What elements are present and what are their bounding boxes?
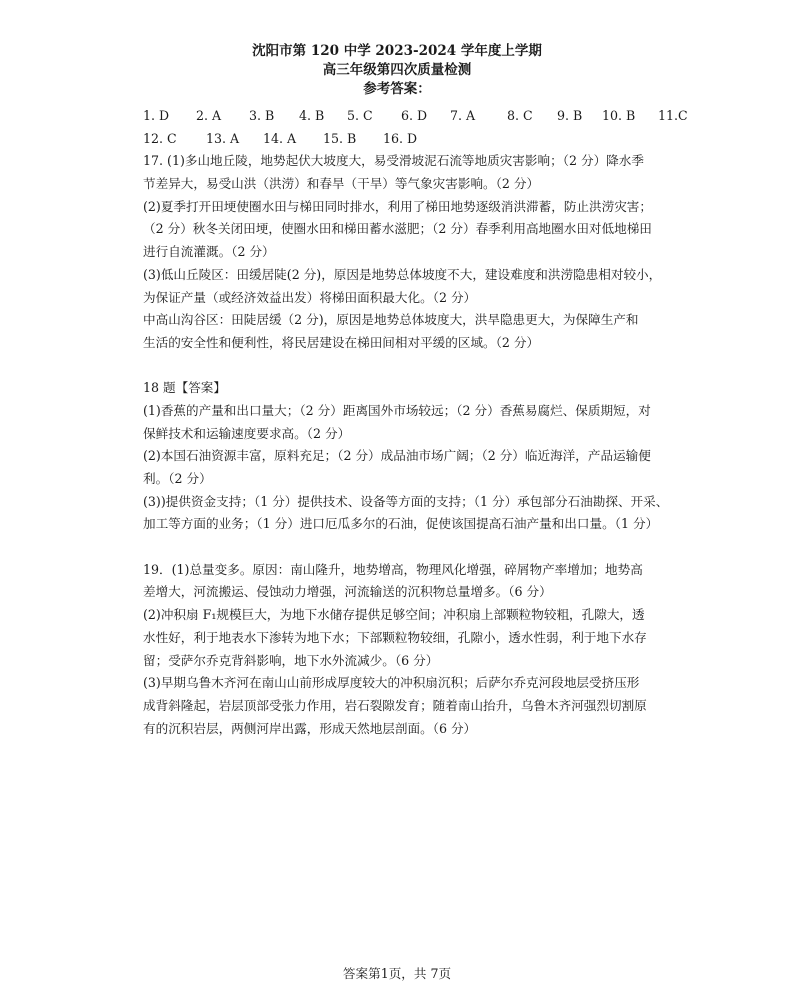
choice-answer: 15. B <box>323 130 357 146</box>
choice-answer: 10. B <box>602 108 636 123</box>
choice-answer: 12. C <box>143 130 177 146</box>
section-spacer <box>143 536 698 559</box>
answer-line: 进行自流灌溉。（2 分） <box>143 244 275 260</box>
answer-line: 中高山沟谷区：田陡居缓（2 分)，原因是地势总体坡度大，洪旱隐患更大，为保障生产和 <box>143 312 639 328</box>
exam-title: 高三年级第四次质量检测 <box>322 62 472 78</box>
choice-answer: 16. D <box>383 130 418 146</box>
answer-line: 为保证产量（或经济效益出发）将梯田面积最大化。（2 分） <box>143 289 477 305</box>
choice-answers-row-2 <box>143 128 698 151</box>
choice-answer: 13. A <box>206 130 240 146</box>
answer-line: 水性好，利于地表水下渗转为地下水；下部颗粒物较细，孔隙小，透水性弱，利于地下水存 <box>143 629 647 645</box>
question-18-answer <box>143 377 698 536</box>
question-19-answer <box>143 559 698 741</box>
answer-line: 有的沉积岩层，两侧河岸出露，形成天然地层剖面。（6 分） <box>143 720 477 736</box>
choice-answer: 2. A <box>196 108 222 123</box>
answer-line: 加工等方面的业务；（1 分）进口厄瓜多尔的石油，促使该国提高石油产量和出口量。（1 分） <box>143 516 659 532</box>
answer-line: (2)本国石油资源丰富，原料充足；（2 分）成品油市场广阔；（2 分）临近海洋，产品运输便 <box>143 448 651 464</box>
answer-line: 17. (1)多山地丘陵，地势起伏大坡度大，易受滑坡泥石流等地质灾害影响；（2 分）降水季 <box>143 153 644 169</box>
question-17-answer <box>143 150 698 354</box>
answer-line: 生活的安全性和便利性，将民居建设在梯田间相对平缓的区域。（2 分） <box>143 334 540 350</box>
choice-answer: 3. B <box>249 108 275 123</box>
answer-line: (3)低山丘陵区：田缓居陡(2 分)，原因是地势总体坡度不大，建设难度和洪涝隐患相对较小， <box>143 266 662 282</box>
choice-answer: 9. B <box>557 108 583 123</box>
answer-line: (3))提供资金支持；（1 分）提供技术、设备等方面的支持；（1 分）承包部分石油勘探、开采、 <box>143 493 669 509</box>
answer-line: 保鲜技术和运输速度要求高。（2 分） <box>143 425 351 441</box>
choice-answer: 14. A <box>263 130 297 146</box>
answer-line: (2)夏季打开田埂使圈水田与梯田同时排水，利用了梯田地势逐级消洪滞蓄，防止洪涝灾害； <box>143 198 652 214</box>
choice-answer: 4. B <box>299 108 325 123</box>
section-spacer <box>143 355 698 378</box>
answer-line: 成背斜隆起，岩层顶部受张力作用，岩石裂隙发育；随着南山抬升，乌鲁木齐河强烈切割原 <box>143 697 647 713</box>
answer-line: 留；受萨尔乔克背斜影响，地下水外流减少。（6 分） <box>143 652 439 668</box>
choice-answer: 1. D <box>143 108 170 123</box>
choice-answer: 7. A <box>450 108 476 123</box>
answer-line: 利。（2 分） <box>143 471 212 486</box>
school-title: 沈阳市第 120 中学 2023-2024 学年度上学期 <box>252 43 542 59</box>
choice-answer: 11.C <box>658 108 688 123</box>
page-number: 答案第1页，共 7页 <box>342 966 452 981</box>
answer-heading: 18 题【答案】 <box>143 380 226 396</box>
answer-title: 参考答案： <box>363 81 431 97</box>
answer-line: 19．(1)总量变多。原因：南山隆升，地势增高，物理风化增强，碎屑物产率增加；地势高 <box>143 561 643 577</box>
answer-line: (2)冲积扇 F₁规模巨大，为地下水储存提供足够空间；冲积扇上部颗粒物较粗，孔隙大，透 <box>143 607 645 623</box>
answer-line: （2 分）秋冬关闭田埂，使圈水田和梯田蓄水滋肥；（2 分）春季利用高地圈水田对低地梯田 <box>143 221 652 237</box>
answer-line: 节差异大，易受山洪（洪涝）和春旱（干旱）等气象灾害影响。（2 分） <box>143 176 540 192</box>
choice-answer: 6. D <box>401 108 428 123</box>
choice-answer: 5. C <box>347 108 373 123</box>
answer-line: 差增大，河流搬运、侵蚀动力增强，河流输送的沉积物总量增多。（6 分） <box>143 584 552 600</box>
choice-answers-row-1 <box>143 105 698 128</box>
choice-answer: 8. C <box>507 108 533 123</box>
answer-content <box>143 105 698 740</box>
answer-line: (3)早期乌鲁木齐河在南山山前形成厚度较大的冲积扇沉积；后萨尔乔克河段地层受挤压形 <box>143 675 640 691</box>
answer-line: (1)香蕉的产量和出口量大；（2 分）距离国外市场较远；（2 分）香蕉易腐烂、保质期短，对 <box>143 402 651 418</box>
